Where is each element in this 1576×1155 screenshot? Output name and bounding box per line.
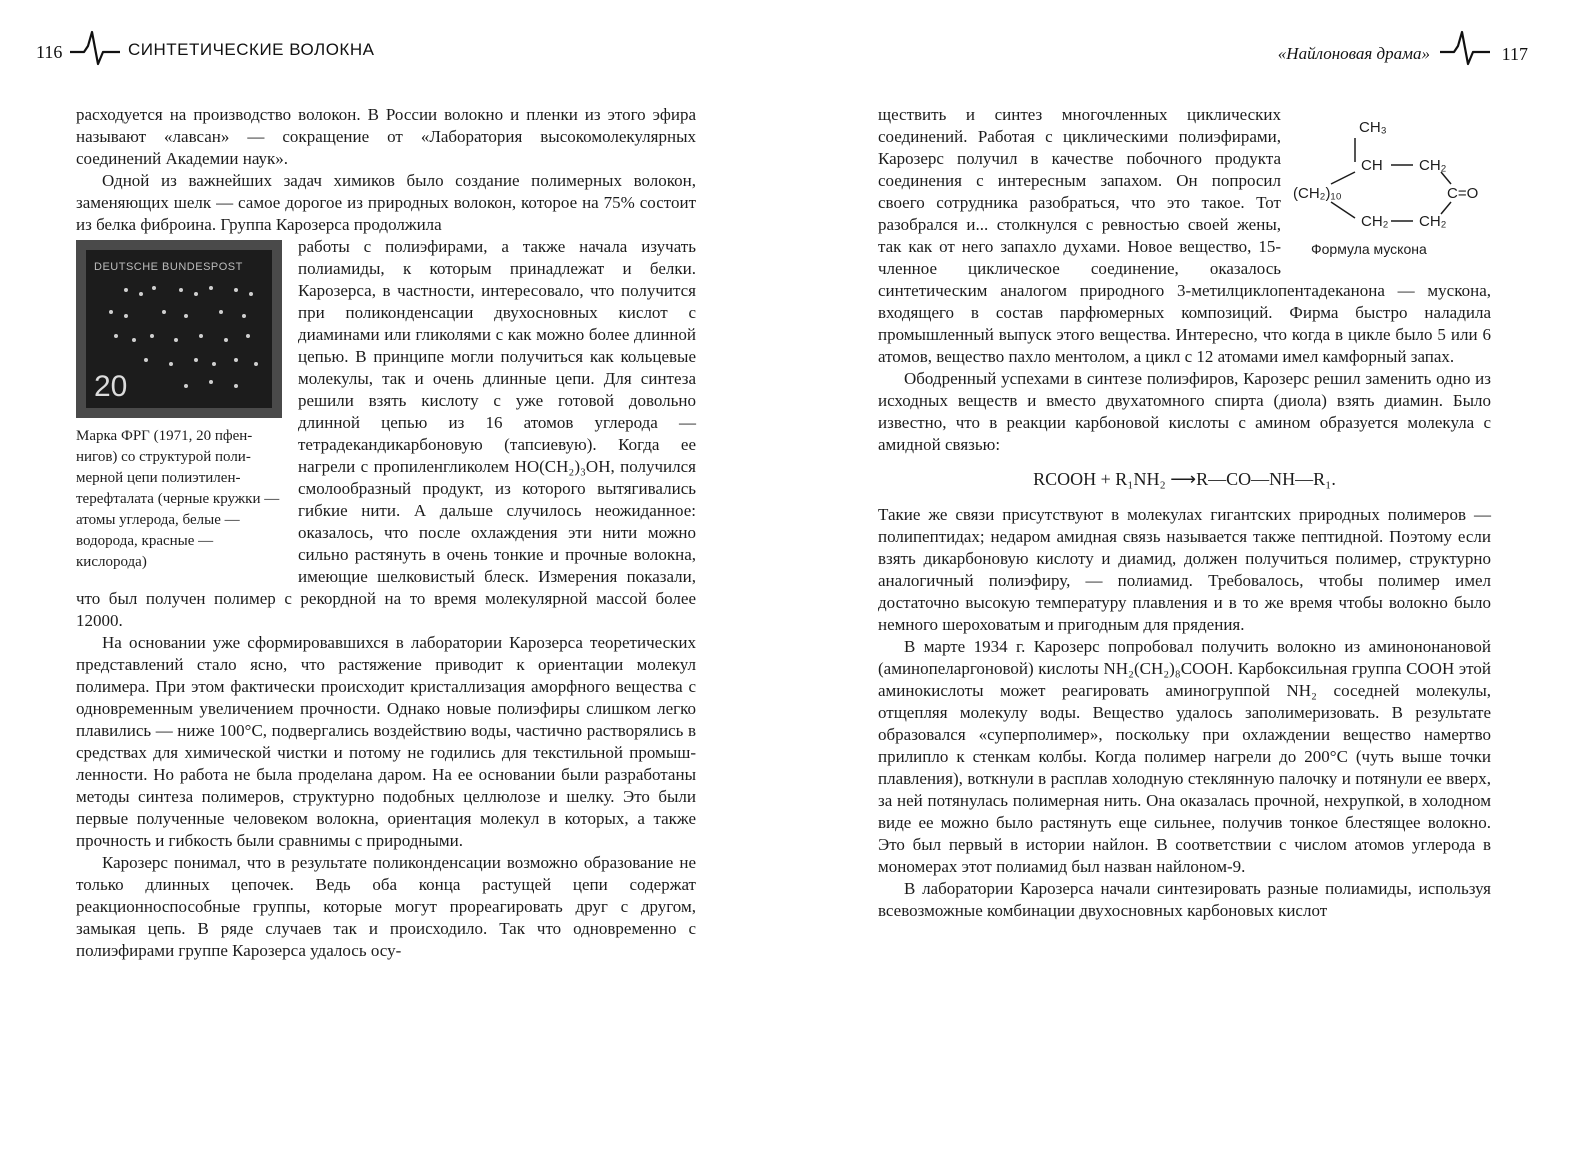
paragraph: Одной из важнейших задач химиков было создание полимерных волокон, заменяющих шелк — самое дорогое из природных волокон, которое на 75% состоит из белка фиброина. Группа Карозерса продолжила [76, 171, 696, 234]
paragraph: работы с полиэфирами, а также начала изучать полиамиды, к которым принадлежат и белки. Карозерса, в частности, интересовало, что получится при поликонденсации двухосновных кислот с диаминами или гликолями с как можно более длинной цепью. В принципе могли получиться как кольцевые молекулы, так и очень длинные цепи. Для синтеза решили взять кислоту с уже готовой довольно длинной цепью из 16 атомов углерода — тетрадекандикарбоновую (тапсиевую). Когда ее нагрели с пропиленгликолем HO(CH₂)₃OH, получился смолообразный продукт, из которого вытягивались гибкие нити. А дальше случилось неожиданное: оказалось, что после охлаждения эти нити можно сильно растянуть в очень тонкие и прочные волокна, имеющие шелковистый блеск. Измерения показали, что был получен полимер с рекордной на то время молекулярной массой более 12000. [76, 237, 696, 630]
stamp-caption: Марка ФРГ (1971, 20 пфеннигов) со структурой полимерной цепи полиэтилентерефталата (черные кружки — атомы углерода, белые — водорода, красные — кислорода) [76, 428, 280, 570]
formula-ch2-bottom-left: CH₂ [1361, 213, 1389, 230]
paragraph: ществить и синтез многочленных циклических соединений. Работая с циклическими полиэфирами, Карозерс получил в качестве побочного продукта соединения с интересным запахом. Он попросил своего сотрудника разобраться, что это такое. Тот разобрался и... столкнулся с ревностью своей жены, так как от него запахло духами. Новое вещество, 15-членное циклическое соединение, оказалось синтетическим аналогом природного 3-метилциклопентадеканона — мускона, входящего в состав парфюмерных композиций. Фирма быстро наладила промышленный выпуск этого вещества. Интересно, что когда в цикле было 5 или 6 атомов, вещество пахло ментолом, а цикл с 12 атомами имел камфорный запах. [878, 105, 1491, 366]
formula-ch: CH [1361, 157, 1383, 174]
formula-ring: (CH₂)₁₀ [1293, 185, 1342, 202]
right-page [800, 0, 1576, 1155]
left-page [0, 0, 760, 1155]
left-page-number: 116 [36, 42, 63, 62]
paragraph: В лаборатории Карозерса начали синтезировать разные полиамиды, используя всевозможные комбинации двухосновных карбоновых кислот [878, 879, 1491, 920]
formula-co: C=O [1447, 185, 1479, 202]
equation-text: RCOOH + R₁NH₂ ⟶R—CO—NH—R₁. [1033, 469, 1336, 489]
right-running-title: «Найлоновая драма» [1277, 44, 1430, 63]
formula-ch2-top: CH₂ [1419, 157, 1447, 174]
paragraph: Карозерс понимал, что в результате поликонденсации возможно образование не только длинных цепочек. Ведь оба конца растущей цепи содержат реакционноспособные группы, которые могут прореагировать друг с другом, замыкая цепь. В ряде случаев так и происходило. Так что одновременно с полиэфирами группе Карозерса удалось осу- [76, 853, 696, 960]
right-body-text [878, 104, 1491, 922]
muscone-structure-diagram [1291, 114, 1491, 238]
amide-equation [878, 468, 1491, 490]
paragraph: Такие же связи присутствуют в молекулах гигантских природных полимеров — полипептидах; недаром амидная связь называется также пептидной. Поэтому если взять дикарбоновую кислоту и диамид, должен получиться полимер, структурно аналогичный полиэфиру, — полиамид. Требовалось, чтобы полимер имел достаточно высокую температуру плавления и в то же время чтобы волокно было немного шероховатым и пригодным для прядения. [878, 505, 1491, 634]
paragraph: В марте 1934 г. Карозерс попробовал получить волокно из аминононановой (аминопеларгоновой) кислоты NH₂(CH₂)₈COOH. Карбоксильная группа COOH этой аминокислоты может реагировать аминогруппой NH₂ соседней молекулы, отщепляя молекулу воды. Вещество удалось заполимеризовать. В результате образовался «суперполимер», поскольку при охлаждении вещество намертво прилипло к стенкам колбы. Когда полимер нагрели до 200°C (чуть выше точки плавления), воткнули в расплав холодную стеклянную палочку и потянули ее вверх, за ней потянулась полимерная нить. Она оказалась прочной, нехрупкой, в холодном виде ее можно было растянуть еще сильнее, получив тонкое блестящее волокно. Это был первый в истории найлон. В соответствии с числом атомов углерода в мономерах этот полиамид был назван найлоном-9. [878, 637, 1491, 876]
paragraph: расходуется на производство волокон. В России волокно и пленки из этого эфира называют «лавсан» — сокращение от «Лаборатория высокомолекулярных соединений Академии наук». [76, 105, 696, 168]
stamp-figure [76, 236, 290, 573]
pulse-icon [70, 28, 120, 68]
stamp-image [76, 240, 282, 418]
stamp-value: 20 [94, 370, 128, 403]
muscone-formula [1291, 114, 1491, 264]
formula-caption: Формула мускона [1311, 241, 1427, 257]
left-running-title: СИНТЕТИЧЕСКИЕ ВОЛОКНА [128, 40, 375, 59]
paragraph: Ободренный успехами в синтезе полиэфиров, Карозерс решил заменить одно из исходных веществ и вместо двухатомного спирта (диола) взять диамин. Было известно, что в реакции карбоновой кислоты с амином образуется молекула с амидной связью: [878, 369, 1491, 454]
pulse-icon [1440, 28, 1490, 68]
right-page-number: 117 [1501, 44, 1528, 64]
stamp-title: DEUTSCHE BUNDESPOST [94, 261, 243, 273]
formula-ch3: CH₃ [1359, 119, 1387, 136]
formula-ch2-bottom-right: CH₂ [1419, 213, 1447, 230]
left-body-text [76, 104, 696, 962]
paragraph: На основании уже сформировавшихся в лаборатории Карозерса теоретических представлений стало ясно, что растяжение приводит к ориентации молекул полимера. При этом фактически происходит кристаллизация аморфного вещества с одновременным увеличением прочности. Однако новые полиэфиры слишком легко плавились — ниже 100°C, подвергались воздействию воды, частично растворялись в средствах для химической чистки и потому не годились для текстильной промышленности. Но работа не была проделана даром. На ее основании были разработаны методы синтеза полимеров, структурно подобных целлюлозе и шелку. Это были первые полученные человеком волокна, ориентация молекул в которых, а также прочность и гибкость были сравнимы с природными. [76, 633, 696, 850]
